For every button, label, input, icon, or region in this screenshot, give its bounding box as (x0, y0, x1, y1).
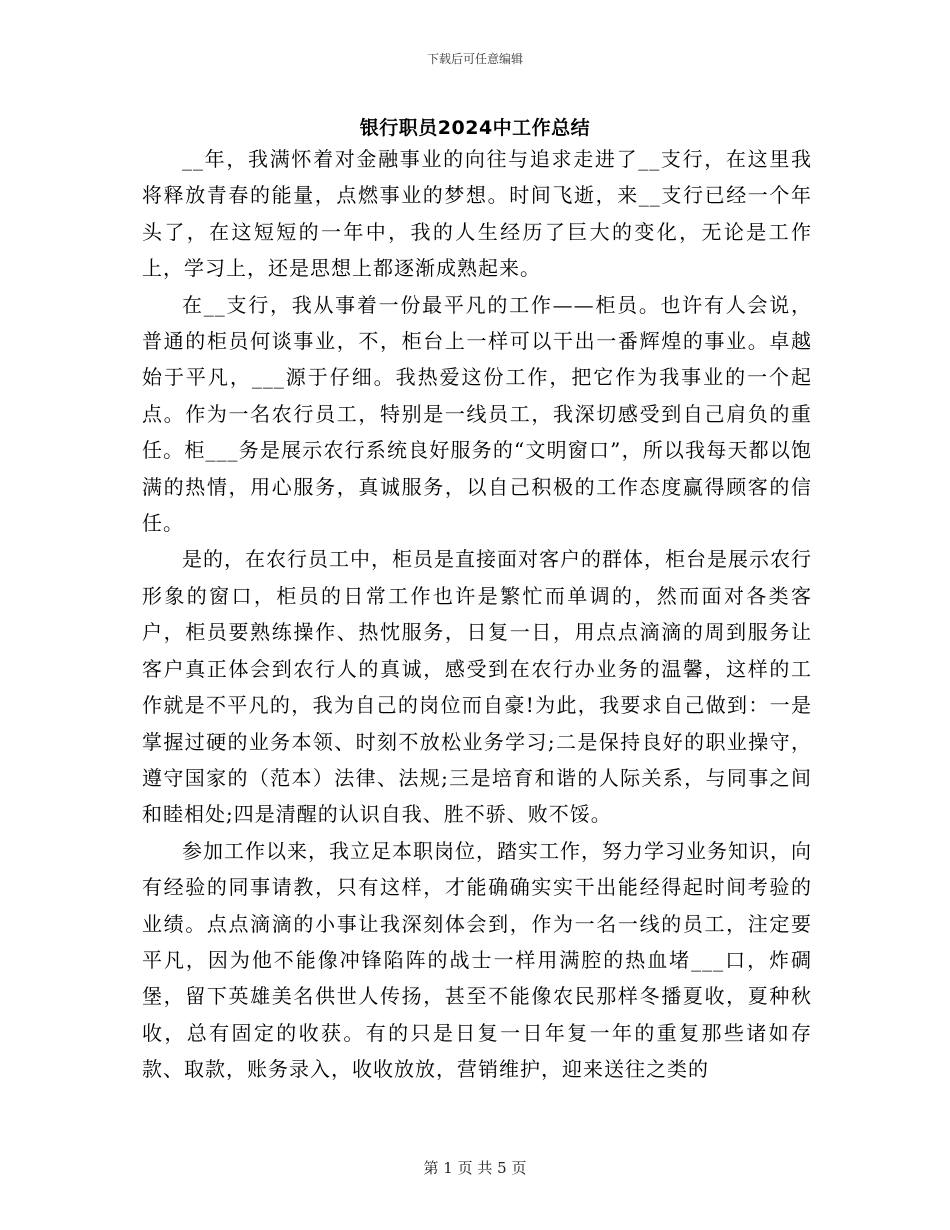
page-header-note: 下载后可任意编辑 (426, 52, 523, 66)
paragraph-3: 是的，在农行员工中，柜员是直接面对客户的群体，柜台是展示农行形象的窗口，柜员的日常工作也许是繁忙而单调的，然而面对各类客户，柜员要熟练操作、热忱服务，日复一日，用点点滴滴的周到服务让客户真正体会到农行人的真诚，感受到在农行办业务的温馨，这样的工作就是不平凡的，我为自己的岗位而自豪!为此，我要求自己做到：一是掌握过硬的业务本领、时刻不放松业务学习;二是保持良好的职业操守，遵守国家的（范本）法律、法规;三是培育和谐的人际关系，与同事之间和睦相处;四是清醒的认识自我、胜不骄、败不馁。 (142, 547, 812, 827)
document-body (142, 141, 812, 1088)
page-number: 第 1 页 共 5 页 (423, 1159, 527, 1177)
document-title: 银行职员2024中工作总结 (359, 117, 591, 139)
paragraph-1: __年，我满怀着对金融事业的向往与追求走进了__支行，在这里我将释放青春的能量，点燃事业的梦想。时间飞逝，来__支行已经一个年头了，在这短短的一年中，我的人生经历了巨大的变化，无论是工作上，学习上，还是思想上都逐渐成熟起来。 (142, 147, 812, 281)
paragraph-2: 在__支行，我从事着一份最平凡的工作——柜员。也许有人会说，普通的柜员何谈事业，不，柜台上一样可以干出一番辉煌的事业。卓越始于平凡，___源于仔细。我热爱这份工作，把它作为我事业的一个起点。作为一名农行员工，特别是一线员工，我深切感受到自己肩负的重任。柜___务是展示农行系统良好服务的“文明窗口”，所以我每天都以饱满的热情，用心服务，真诚服务，以自己积极的工作态度赢得顾客的信任。 (142, 292, 812, 536)
paragraph-4: 参加工作以来，我立足本职岗位，踏实工作，努力学习业务知识，向有经验的同事请教，只有这样，才能确确实实干出能经得起时间考验的业绩。点点滴滴的小事让我深刻体会到，作为一名一线的员工，注定要平凡，因为他不能像冲锋陷阵的战士一样用满腔的热血堵___口，炸碉堡，留下英雄美名供世人传扬，甚至不能像农民那样冬播夏收，夏种秋收，总有固定的收获。有的只是日复一日年复一年的重复那些诸如存款、取款，账务录入，收收放放，营销维护，迎来送往之类的 (142, 838, 812, 1082)
